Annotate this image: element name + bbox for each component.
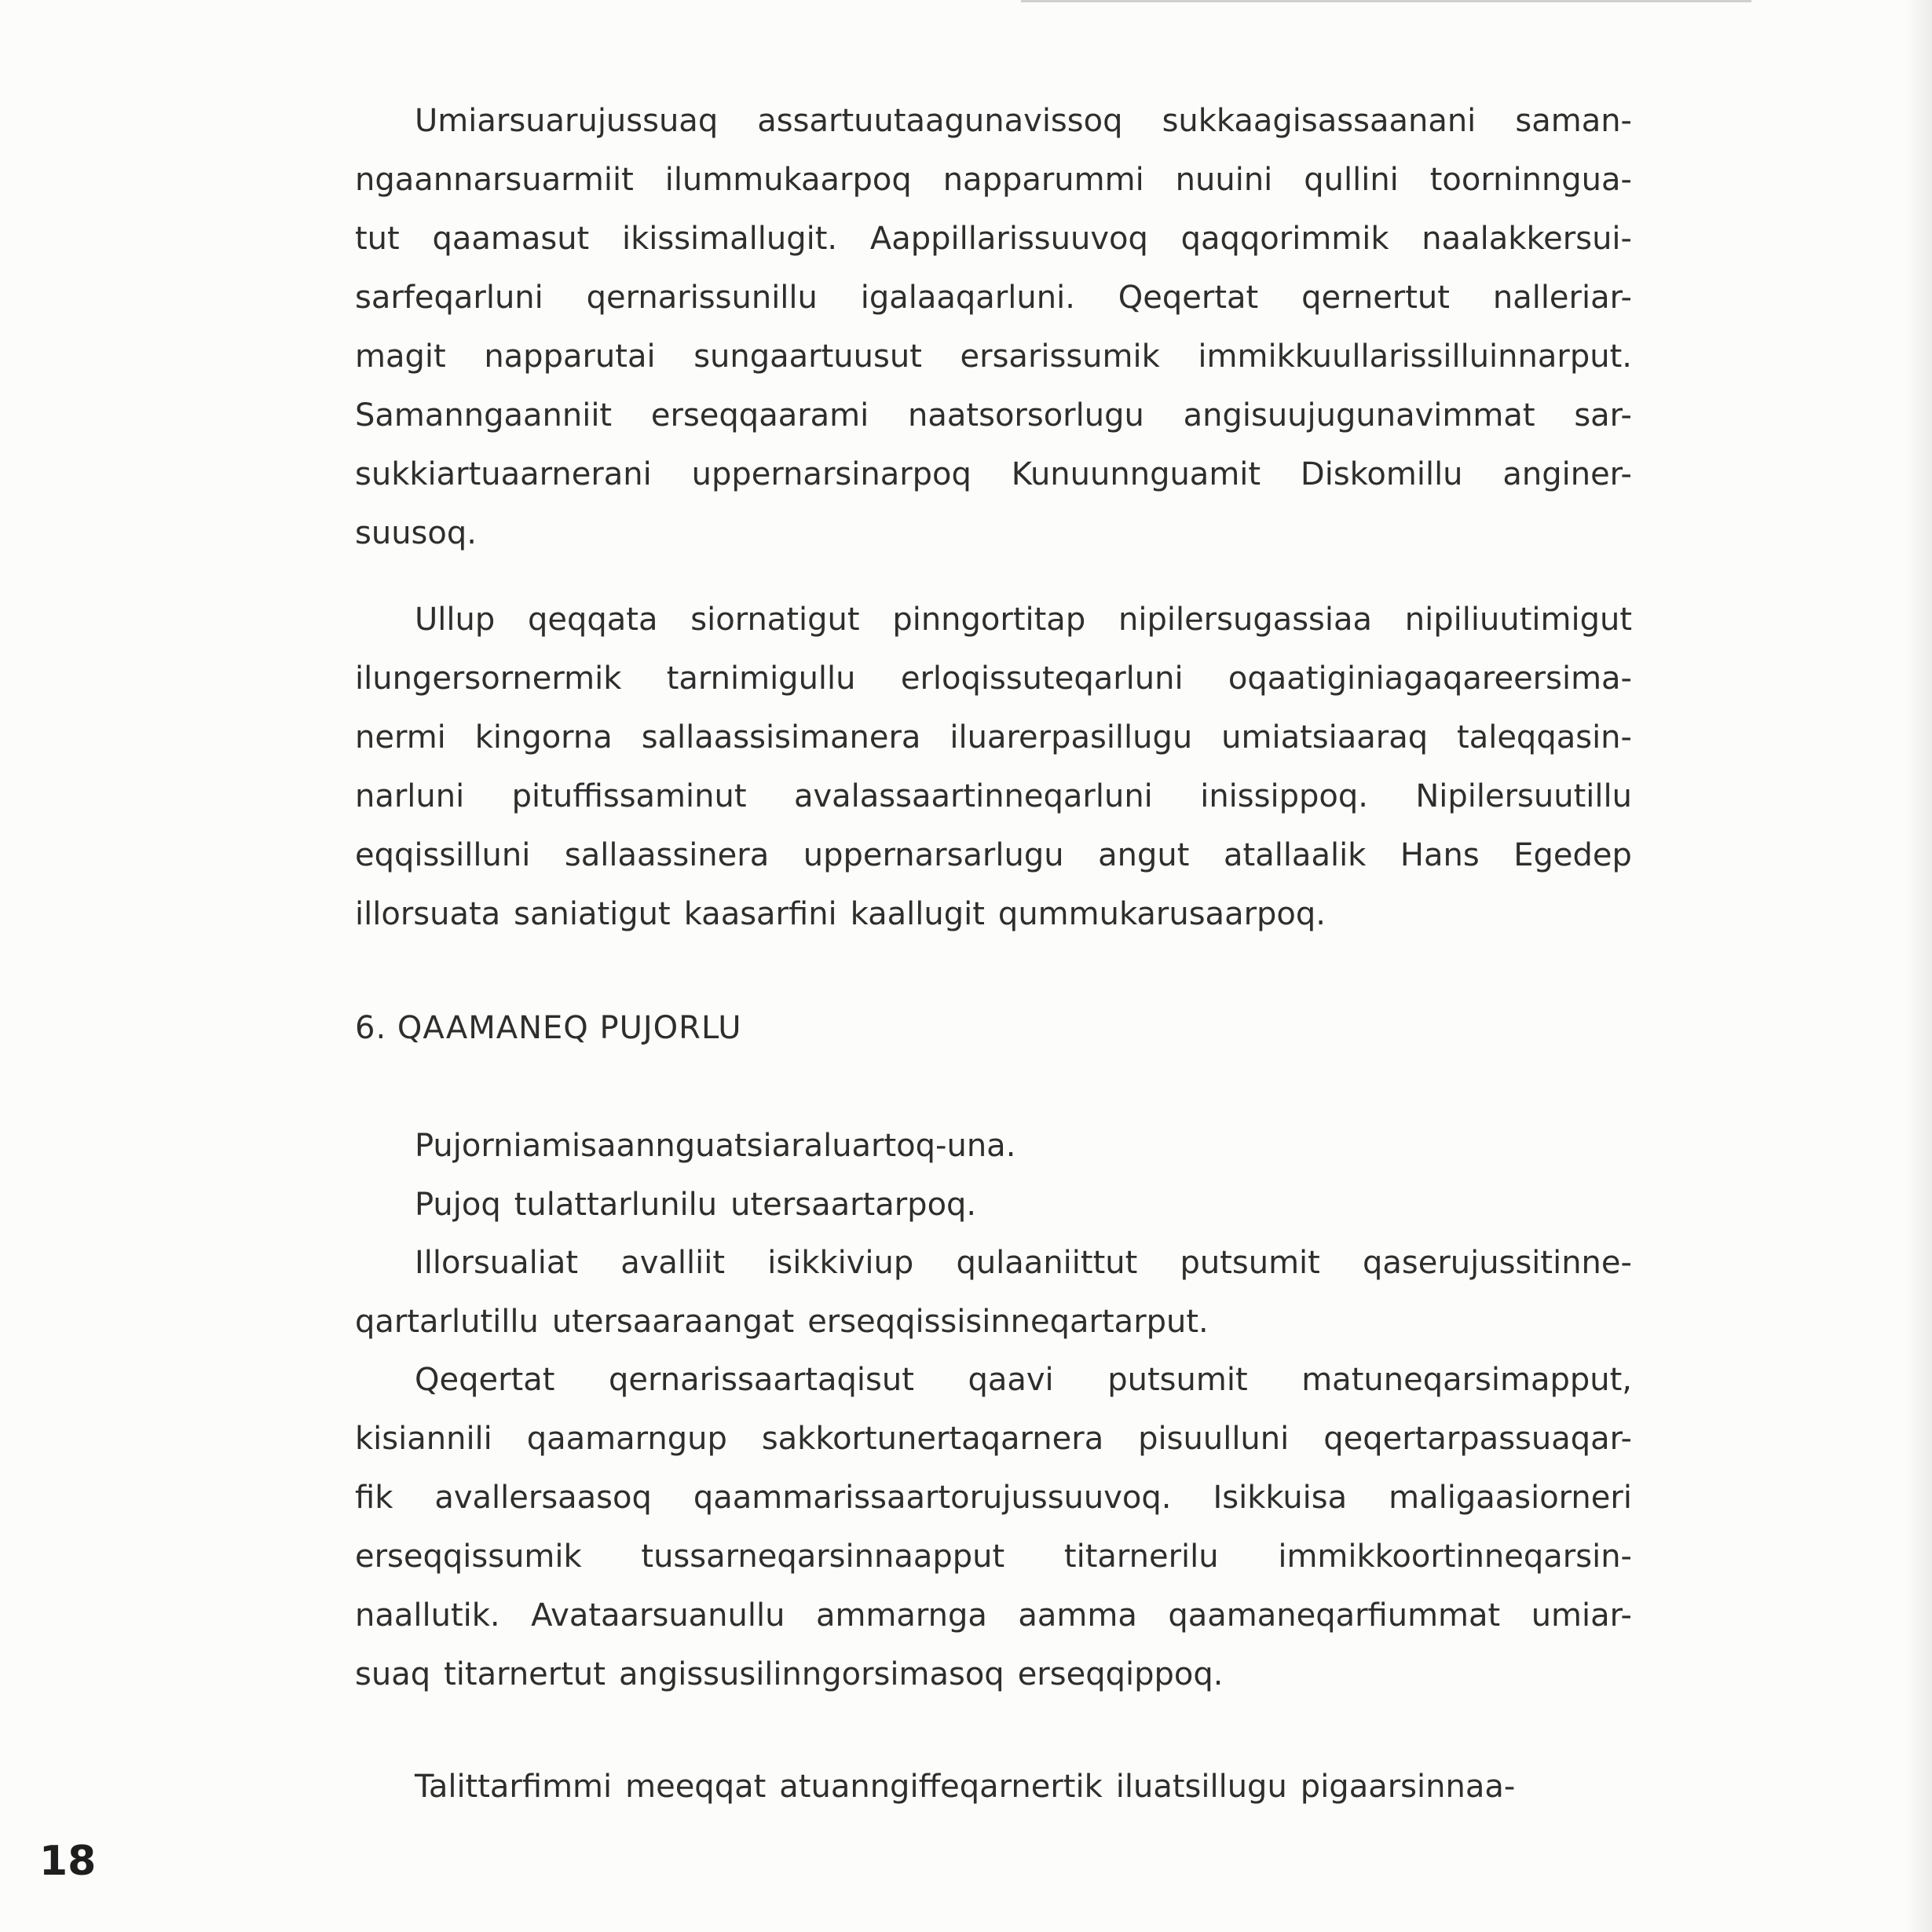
text-line: naallutik. Avataarsuanullu ammarnga aamma qaamaneqarfiummat umiar- bbox=[355, 1597, 1632, 1634]
text-line: fik avallersaasoq qaammarissaartorujussuuvoq. Isikkuisa maligaasiorneri bbox=[355, 1480, 1632, 1516]
page-number: 18 bbox=[39, 1838, 97, 1885]
text-line: sukkiartuaarnerani uppernarsinarpoq Kunuunnguamit Diskomillu anginer- bbox=[355, 456, 1632, 492]
text-line: suusoq. bbox=[355, 515, 477, 551]
paragraph bbox=[355, 92, 1632, 563]
text-line: kisiannili qaamarngup sakkortunertaqarnera pisuulluni qeqertarpassuaqar- bbox=[355, 1421, 1632, 1457]
text-line: tut qaamasut ikissimallugit. Aappillarissuuvoq qaqqorimmik naalakkersui- bbox=[355, 221, 1632, 257]
paragraph bbox=[355, 591, 1632, 944]
text-line: narluni pituffissaminut avalassaartinneqarluni inissippoq. Nipilersuutillu bbox=[355, 778, 1632, 814]
page-edge-shadow-top bbox=[1021, 0, 1751, 2]
paragraph bbox=[355, 1351, 1632, 1704]
text-line: Talittarfimmi meeqqat atuanngiffeqarnertik iluatsillugu pigaarsinnaa- bbox=[415, 1769, 1516, 1805]
text-line: illorsuata saniatigut kaasarfini kaallugit qummukarusaarpoq. bbox=[355, 896, 1326, 932]
text-line: suaq titarnertut angissusilinngorsimasoq erseqqippoq. bbox=[355, 1656, 1224, 1692]
section-heading: 6. QAAMANEQ PUJORLU bbox=[355, 1010, 742, 1046]
text-line: ilungersornermik tarnimigullu erloqissuteqarluni oqaatiginiagaqareersima- bbox=[355, 660, 1632, 697]
text-line: Illorsualiat avalliit isikkiviup qulaaniittut putsumit qaserujussitinne- bbox=[415, 1245, 1632, 1281]
text-line: qartarlutillu utersaaraangat erseqqissisinneqartarput. bbox=[355, 1304, 1209, 1340]
page-edge-shadow-right bbox=[1905, 0, 1932, 1932]
text-line: Pujoq tulattarlunilu utersaartarpoq. bbox=[415, 1187, 977, 1223]
text-line: Pujorniamisaannguatsiaraluartoq-una. bbox=[415, 1128, 1016, 1164]
text-line: Umiarsuarujussuaq assartuutaagunavissoq sukkaagisassaanani saman- bbox=[415, 103, 1632, 139]
text-line: nermi kingorna sallaassisimanera iluarerpasillugu umiatsiaaraq taleqqasin- bbox=[355, 719, 1632, 756]
paragraph bbox=[355, 1234, 1632, 1352]
text-line: Samanngaanniit erseqqaarami naatsorsorlugu angisuujugunavimmat sar- bbox=[355, 397, 1632, 434]
paragraph bbox=[355, 1176, 1632, 1235]
text-line: erseqqissumik tussarneqarsinnaapput titarnerilu immikkoortinneqarsin- bbox=[355, 1539, 1632, 1575]
text-line: Ullup qeqqata siornatigut pinngortitap nipilersugassiaa nipiliuutimigut bbox=[415, 602, 1632, 638]
text-line: eqqissilluni sallaassinera uppernarsarlugu angut atallaalik Hans Egedep bbox=[355, 837, 1632, 873]
paragraph bbox=[355, 1758, 1632, 1817]
text-line: sarfeqarluni qernarissunillu igalaaqarluni. Qeqertat qernertut nalleriar- bbox=[355, 280, 1632, 316]
paragraph bbox=[355, 1117, 1632, 1176]
text-line: ngaannarsuarmiit ilummukaarpoq napparummi nuuini qullini toorninngua- bbox=[355, 162, 1632, 198]
text-line: Qeqertat qernarissaartaqisut qaavi putsumit matuneqarsimapput, bbox=[415, 1362, 1632, 1398]
text-line: magit napparutai sungaartuusut ersarissumik immikkuullarissilluinnarput. bbox=[355, 338, 1632, 375]
